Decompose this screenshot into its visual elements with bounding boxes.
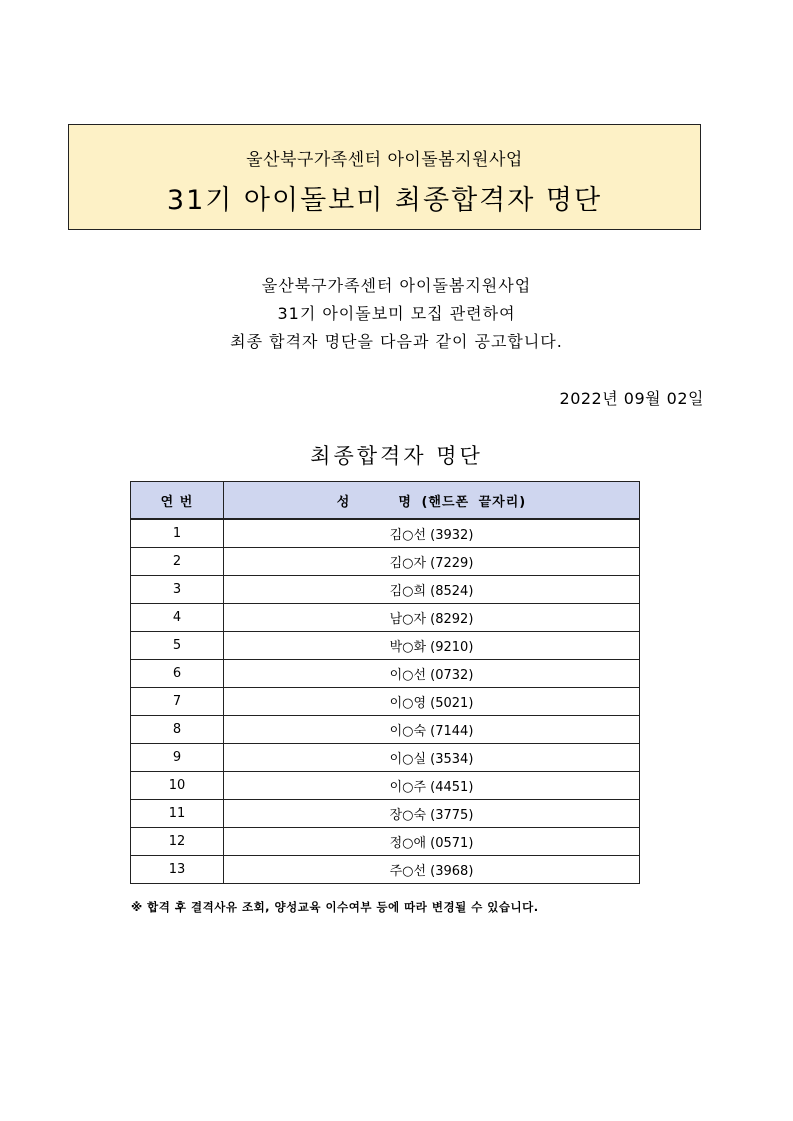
- row-name: 김○자 (7229): [224, 548, 640, 576]
- table-body: [131, 519, 640, 884]
- table-row: [131, 744, 640, 772]
- list-title: 최종합격자 명단: [310, 444, 483, 468]
- row-number: 13: [131, 856, 224, 884]
- intro-text: [0, 272, 793, 356]
- table-row: [131, 716, 640, 744]
- roster-table: [130, 481, 640, 884]
- table-row: [131, 576, 640, 604]
- table-row: [131, 800, 640, 828]
- table-row: [131, 632, 640, 660]
- column-header-name-b: 명 (핸드폰 끝자리): [398, 494, 527, 510]
- row-number: 4: [131, 604, 224, 632]
- title-box: [68, 124, 701, 230]
- intro-line-3: 최종 합격자 명단을 다음과 같이 공고합니다.: [230, 332, 563, 351]
- row-name: 남○자 (8292): [224, 604, 640, 632]
- table-row: [131, 856, 640, 884]
- table-header-row: [131, 482, 640, 520]
- table-row: [131, 604, 640, 632]
- footnote: ※ 합격 후 결격사유 조회, 양성교육 이수여부 등에 따라 변경될 수 있습니다.: [131, 900, 539, 914]
- table-row: [131, 772, 640, 800]
- intro-line-2: 31기 아이돌보미 모집 관련하여: [277, 304, 516, 323]
- row-name: 이○영 (5021): [224, 688, 640, 716]
- table-row: [131, 660, 640, 688]
- row-number: 11: [131, 800, 224, 828]
- row-name: 이○숙 (7144): [224, 716, 640, 744]
- row-name: 박○화 (9210): [224, 632, 640, 660]
- column-header-name-a: 성: [336, 494, 351, 510]
- announcement-date: 2022년 09월 02일: [559, 389, 704, 408]
- row-number: 12: [131, 828, 224, 856]
- page-title: 31기 아이돌보미 최종합격자 명단: [166, 185, 603, 216]
- row-name: 이○선 (0732): [224, 660, 640, 688]
- row-number: 5: [131, 632, 224, 660]
- row-number: 3: [131, 576, 224, 604]
- intro-line-1: 울산북구가족센터 아이돌봄지원사업: [261, 276, 532, 295]
- header-subtitle: 울산북구가족센터 아이돌봄지원사업: [246, 150, 523, 170]
- table-row: [131, 828, 640, 856]
- row-number: 10: [131, 772, 224, 800]
- row-name: 김○희 (8524): [224, 576, 640, 604]
- row-number: 1: [131, 519, 224, 548]
- row-number: 6: [131, 660, 224, 688]
- row-name: 정○애 (0571): [224, 828, 640, 856]
- column-header-name: [224, 482, 640, 520]
- table-row: [131, 548, 640, 576]
- row-name: 주○선 (3968): [224, 856, 640, 884]
- column-header-number: 연 번: [131, 482, 224, 520]
- row-number: 2: [131, 548, 224, 576]
- row-name: 이○실 (3534): [224, 744, 640, 772]
- table-row: [131, 688, 640, 716]
- row-name: 이○주 (4451): [224, 772, 640, 800]
- row-number: 8: [131, 716, 224, 744]
- row-number: 7: [131, 688, 224, 716]
- row-name: 김○선 (3932): [224, 519, 640, 548]
- table-row: [131, 519, 640, 548]
- row-name: 장○숙 (3775): [224, 800, 640, 828]
- row-number: 9: [131, 744, 224, 772]
